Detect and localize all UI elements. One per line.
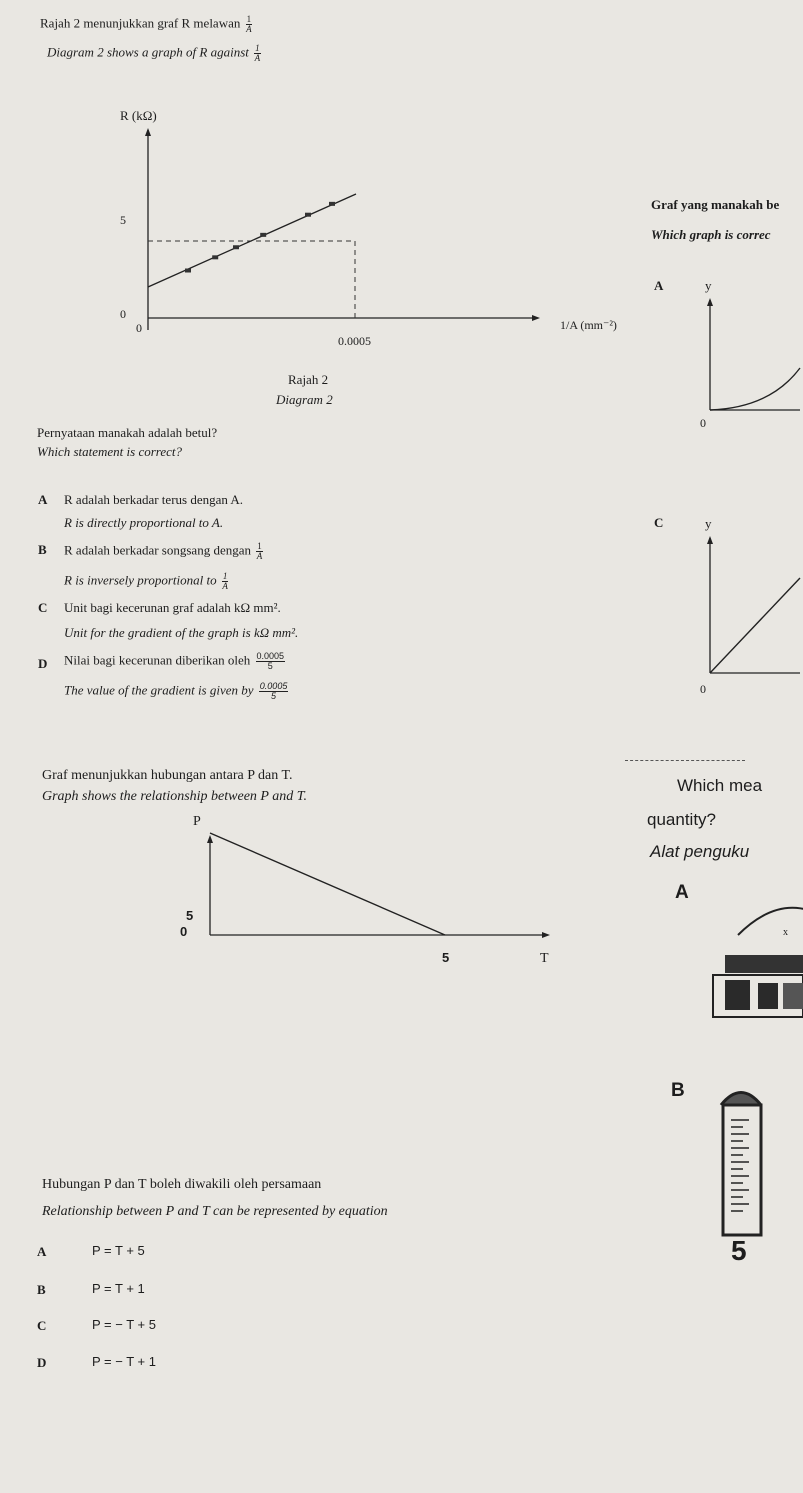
q1-option-d-ms-text: Nilai bagi kecerunan diberikan oleh: [64, 652, 251, 668]
frac-num: 1: [246, 14, 252, 24]
q2-option-c-letter[interactable]: C: [37, 1318, 47, 1333]
chart2-xlabel: T: [540, 951, 549, 966]
q3-stem-en-2: quantity?: [647, 810, 716, 829]
frac-den: 5: [267, 661, 273, 671]
right-graph-a-zero: 0: [700, 416, 706, 430]
meter-block-2: [758, 983, 778, 1009]
q3-stem-ms: Alat penguku: [650, 842, 750, 861]
chart2-ylabel: P: [193, 814, 201, 829]
q3-vernier-caliper: [713, 1075, 773, 1265]
q1-option-a-en: R is directly proportional to A.: [64, 515, 224, 530]
chart1-origin: 0: [136, 321, 142, 335]
q2-option-b-letter[interactable]: B: [37, 1282, 46, 1297]
chart2-ytick-5: 5: [186, 908, 194, 923]
frac-num: 0.0005: [256, 651, 285, 661]
q3-option-b-letter[interactable]: B: [671, 1080, 685, 1101]
frac-den: A: [254, 53, 261, 63]
q1-intro-ms-text: Rajah 2 menunjukkan graf R melawan: [40, 15, 241, 31]
q2-stem-en: Relationship between P and T can be represented by equation: [42, 1204, 388, 1219]
meter-block-1: [725, 980, 750, 1010]
q1-option-b-ms-text: R adalah berkadar songsang dengan: [64, 542, 251, 558]
q1-option-d-en-text: The value of the gradient is given by: [64, 682, 254, 698]
q2-intro-en: Graph shows the relationship between P and T.: [42, 789, 307, 804]
q2-stem-ms: Hubungan P dan T boleh diwakili oleh persamaan: [42, 1177, 322, 1192]
chart1-caption-ms: Rajah 2: [288, 372, 329, 387]
meter-dial-arc: [738, 908, 803, 935]
caliper-digit: 5: [731, 1235, 747, 1266]
q1-intro-en-text: Diagram 2 shows a graph of R against: [47, 44, 249, 60]
chart2-x-arrow: [542, 932, 550, 938]
q1-option-d-letter[interactable]: D: [38, 656, 48, 671]
frac-den: A: [222, 581, 228, 591]
right-graph-c-zero: 0: [700, 682, 706, 696]
q2-option-a-eq[interactable]: P = T + 5: [92, 1243, 145, 1258]
q1-option-b-en-text: R is inversely proportional to: [64, 572, 217, 588]
right-graph-c-letter[interactable]: C: [654, 515, 664, 530]
q1-option-a-letter[interactable]: A: [38, 492, 48, 507]
caliper-scale: [731, 1120, 749, 1211]
chart1-ylabel: R (kΩ): [120, 108, 157, 123]
frac-num: 1: [222, 571, 228, 581]
q2-option-d-letter[interactable]: D: [37, 1355, 47, 1370]
frac-num: 1: [255, 43, 260, 53]
chart2-line: [210, 833, 445, 935]
frac-den: A: [256, 551, 263, 561]
q3-meter-instrument: [713, 895, 803, 1040]
right-question-en: Which graph is correc: [651, 227, 771, 242]
q2-option-d-eq[interactable]: P = − T + 1: [92, 1354, 156, 1369]
q2-option-b-eq[interactable]: P = T + 1: [92, 1281, 145, 1296]
q1-option-c-ms[interactable]: Unit bagi kecerunan graf adalah kΩ mm².: [64, 600, 281, 615]
q3-option-a-letter[interactable]: A: [675, 882, 689, 903]
chart1-ytick-0: 0: [120, 307, 126, 321]
q1-stem-ms: Pernyataan manakah adalah betul?: [37, 425, 218, 440]
right-question-ms: Graf yang manakah be: [651, 197, 780, 212]
right-graph-a-letter[interactable]: A: [654, 278, 664, 293]
frac-num: 0.0005: [259, 681, 288, 691]
right-graph-c-y-label: y: [705, 516, 712, 531]
q1-option-c-en: Unit for the gradient of the graph is kΩ mm².: [64, 625, 299, 640]
chart2-y-arrow: [207, 835, 213, 843]
chart1-xtick: 0.0005: [338, 334, 371, 348]
caliper-top: [721, 1093, 761, 1106]
q2-option-c-eq[interactable]: P = − T + 5: [92, 1317, 156, 1332]
chart1-ytick-5: 5: [120, 213, 126, 227]
q1-option-a-ms[interactable]: R adalah berkadar terus dengan A.: [64, 492, 244, 507]
q1-option-c-letter[interactable]: C: [38, 600, 48, 615]
q1-option-b-letter[interactable]: B: [38, 542, 47, 557]
frac-den: 5: [271, 691, 277, 701]
chart1-xlabel: 1/A (mm⁻²): [560, 318, 617, 332]
frac-den: A: [246, 24, 252, 34]
chart2-origin: 0: [180, 924, 188, 939]
right-graph-a-y-label: y: [705, 278, 712, 293]
meter-block-3: [783, 983, 803, 1009]
meter-label: x: [783, 927, 788, 938]
q1-stem-en: Which statement is correct?: [37, 444, 183, 459]
chart1-caption-en: Diagram 2: [276, 392, 333, 407]
frac-num: 1: [257, 541, 262, 551]
q2-option-a-letter[interactable]: A: [37, 1244, 47, 1259]
chart2-xtick-5: 5: [442, 950, 450, 965]
q3-stem-en-1: Which mea: [677, 776, 763, 795]
q2-intro-ms: Graf menunjukkan hubungan antara P dan T.: [42, 768, 293, 783]
caliper-body: [723, 1105, 761, 1235]
meter-top-bar: [725, 955, 803, 973]
